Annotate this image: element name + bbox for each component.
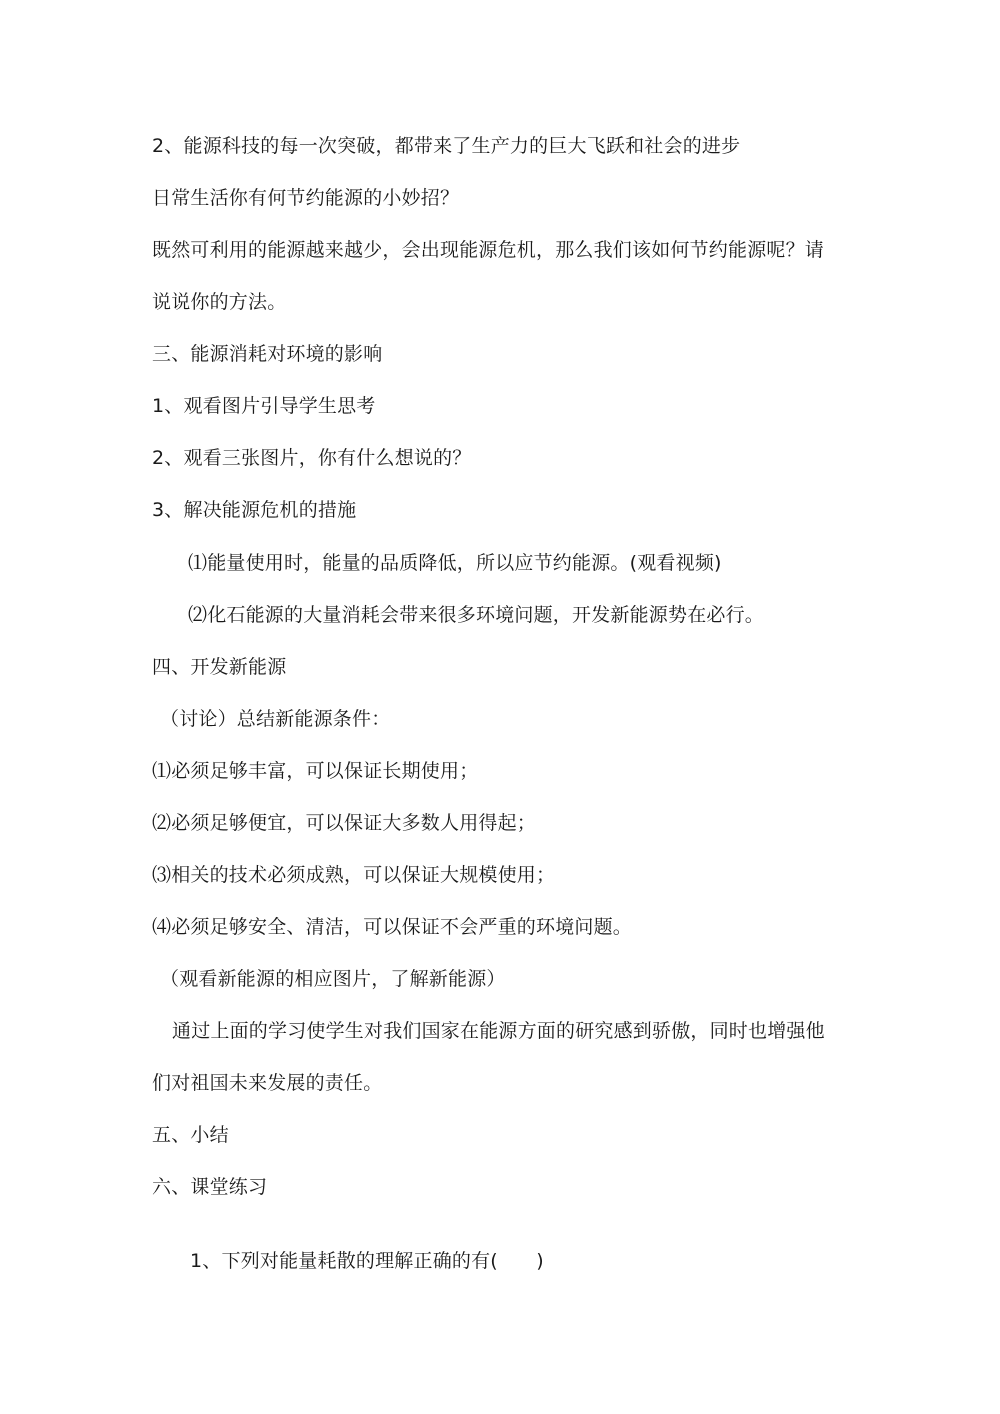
condition-3: ⑶相关的技术必须成熟，可以保证大规模使用；: [152, 864, 556, 886]
discussion-summary: （讨论）总结新能源条件：: [160, 708, 391, 730]
point-energy-tech-breakthrough: 2、能源科技的每一次突破，都带来了生产力的巨大飞跃和社会的进步: [152, 135, 741, 157]
point-crisis-measures: 3、解决能源危机的措施: [152, 499, 357, 521]
point-view-pictures: 1、观看图片引导学生思考: [152, 395, 376, 417]
note-view-new-energy: （观看新能源的相应图片，了解新能源）: [160, 968, 506, 990]
section-heading-new-energy: 四、开发新能源: [152, 656, 287, 678]
section-heading-environment-impact: 三、能源消耗对环境的影响: [152, 343, 383, 365]
paragraph-energy-crisis-line1: 既然可利用的能源越来越少，会出现能源危机，那么我们该如何节约能源呢？请: [152, 239, 825, 261]
sub-point-fossil-energy: ⑵化石能源的大量消耗会带来很多环境问题，开发新能源势在必行。: [188, 604, 765, 626]
paragraph-pride-line2: 们对祖国未来发展的责任。: [152, 1072, 383, 1094]
condition-2: ⑵必须足够便宜，可以保证大多数人用得起；: [152, 812, 537, 834]
section-heading-exercises: 六、课堂练习: [152, 1176, 268, 1198]
paragraph-pride-line1: 通过上面的学习使学生对我们国家在能源方面的研究感到骄傲，同时也增强他: [172, 1020, 825, 1042]
paragraph-energy-crisis-line2: 说说你的方法。: [152, 291, 287, 313]
condition-1: ⑴必须足够丰富，可以保证长期使用；: [152, 760, 479, 782]
point-three-pictures: 2、观看三张图片，你有什么想说的？: [152, 447, 472, 469]
condition-4: ⑷必须足够安全、清洁，可以保证不会严重的环境问题。: [152, 916, 633, 938]
section-heading-summary: 五、小结: [152, 1124, 229, 1146]
question-saving-tips: 日常生活你有何节约能源的小妙招？: [152, 187, 460, 209]
sub-point-save-energy: ⑴能量使用时，能量的品质降低，所以应节约能源。(观看视频): [188, 552, 722, 574]
exercise-question-1: 1、下列对能量耗散的理解正确的有( ): [190, 1250, 544, 1272]
